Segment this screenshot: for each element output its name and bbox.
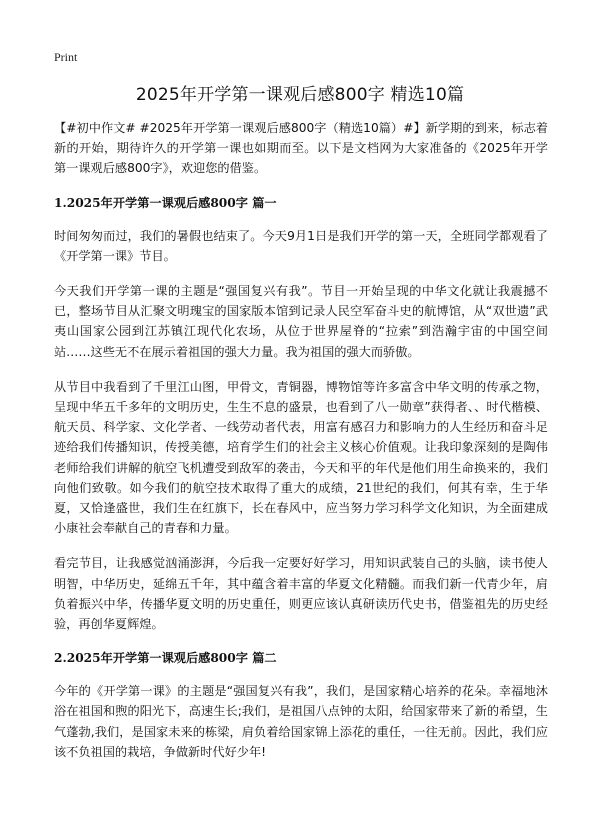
section-heading-1: 1.2025年开学第一课观后感800字 篇一 xyxy=(54,195,277,210)
paragraph: 时间匆匆而过，我们的暑假也结束了。今天9月1日是我们开学的第一天，全班同学都观看了《开学第一课》节目。 xyxy=(54,228,548,263)
article-body xyxy=(54,118,548,777)
intro-paragraph: 【#初中作文# #2025年开学第一课观后感800字（精选10篇）#】新学期的到来，标志着新的开始，期待许久的开学第一课也如期而至。以下是文档网为大家准备的《2025年开学第一课观后感800字》，欢迎您的借鉴。 xyxy=(54,121,548,176)
print-link[interactable]: Print xyxy=(54,50,78,64)
paragraph: 看完节目，让我感觉汹涌澎湃，今后我一定要好好学习，用知识武装自己的头脑，读书使人明智，中华历史，延绵五千年，其中蕴含着丰富的华夏文化精髓。而我们新一代青少年，肩负着振兴中华，传播华夏文明的历史重任，则更应该认真研读历代史书，借鉴祖先的历史经验，再创华夏辉煌。 xyxy=(54,556,548,632)
paragraph: 今年的《开学第一课》的主题是“强国复兴有我”，我们，是国家精心培养的花朵。幸福地沐浴在祖国和煦的阳光下，高速生长;我们，是祖国八点钟的太阳，给国家带来了新的希望，生气蓬勃,我们，是国家未来的栋梁，肩负着给国家锦上添花的重任，一往无前。因此，我们应该不负祖国的栽培，争做新时代好少年! xyxy=(54,684,548,759)
paragraph: 从节目中我看到了千里江山图，甲骨文，青铜器，博物馆等许多富含中华文明的传承之物，呈现中华五千多年的文明历史，生生不息的盛景，也看到了八一勋章”获得者、、时代楷模、航天员、科学家、文化学者、一线劳动者代表，用富有感召力和影响力的人生经历和奋斗足迹给我们传播知识，传授美德，培育学生们的社会主义核心价值观。让我印象深刻的是陶伟老师给我们讲解的航空飞机遭受到敌军的袭击，今天和平的年代是他们用生命换来的，我们向他们致敬。如今我们的航空技术取得了重大的成绩，21世纪的我们，何其有幸，生于华夏，又恰逢盛世，我们生在红旗下，长在春风中，应当努力学习科学文化知识，为全面建成小康社会奉献自己的青春和力量。 xyxy=(54,379,548,536)
article-title: 2025年开学第一课观后感800字 精选10篇 xyxy=(135,85,465,105)
section-heading-2: 2.2025年开学第一课观后感800字 篇二 xyxy=(54,651,277,666)
paragraph: 今天我们开学第一课的主题是“强国复兴有我”。节目一开始呈现的中华文化就让我震撼不已，整场节目从汇聚文明瑰宝的国家版本馆到记录人民空军奋斗史的航博馆，从“双世遗”武夷山国家公园到江苏镇江现代化农场，从位于世界屋脊的“拉索”到浩瀚宇宙的中国空间站……这些无不在展示着祖国的强大力量。我为祖国的强大而骄傲。 xyxy=(54,284,548,359)
